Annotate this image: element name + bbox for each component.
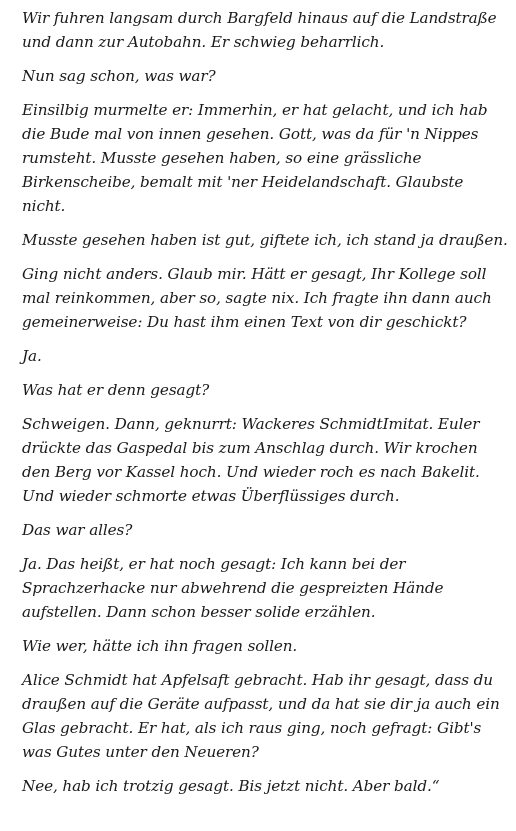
paragraph-6: Ja. xyxy=(22,347,42,365)
paragraph-12: Alice Schmidt hat Apfelsaft gebracht. Hab ihr gesagt, dass du draußen auf die Geräte aufpasst, und da hat sie dir ja auch ein Glas gebracht. Er hat, als ich raus ging, noch gefragt: Gibt's was Gutes unter den Neueren? xyxy=(22,671,500,761)
paragraph-11: Wie wer, hätte ich ihn fragen sollen. xyxy=(22,637,298,655)
paragraph-8: Schweigen. Dann, geknurrt: Wackeres SchmidtImitat. Euler drückte das Gaspedal bis zum Anschlag durch. Wir krochen den Berg vor Kassel hoch. Und wieder roch es nach Bakelit. Und wieder schmorte etwas Überflüssiges durch. xyxy=(22,415,480,505)
paragraph-2: Nun sag schon, was war? xyxy=(22,67,216,85)
paragraph-1: Wir fuhren langsam durch Bargfeld hinaus auf die Landstraße und dann zur Autobahn. Er schwieg beharrlich. xyxy=(22,9,497,51)
paragraph-13: Nee, hab ich trotzig gesagt. Bis jetzt nicht. Aber bald.“ xyxy=(22,777,440,795)
paragraph-5: Ging nicht anders. Glaub mir. Hätt er gesagt, Ihr Kollege soll mal reinkommen, aber so, sagte nix. Ich fragte ihn dann auch gemeinerweise: Du hast ihm einen Text von dir geschickt? xyxy=(22,265,492,331)
paragraph-4: Musste gesehen haben ist gut, giftete ich, ich stand ja draußen. xyxy=(22,231,508,249)
paragraph-7: Was hat er denn gesagt? xyxy=(22,381,210,399)
paragraph-10: Ja. Das heißt, er hat noch gesagt: Ich kann bei der Sprachzerhacke nur abwehrend die gespreizten Hände aufstellen. Dann schon besser solide erzählen. xyxy=(22,555,444,621)
paragraph-3: Einsilbig murmelte er: Immerhin, er hat gelacht, und ich hab die Bude mal von innen gesehen. Gott, was da für 'n Nippes rumsteht. Musste gesehen haben, so eine grässliche Birkenscheibe, bemalt mit 'ner Heidelandschaft. Glaubste nicht. xyxy=(22,101,488,215)
paragraph-9: Das war alles? xyxy=(22,521,133,539)
